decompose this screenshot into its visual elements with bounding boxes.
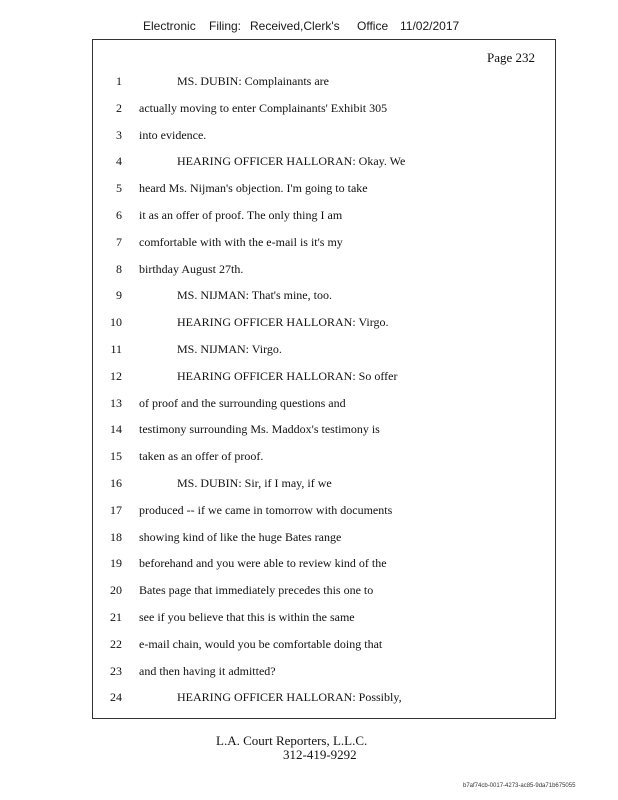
transcript-line <box>0 369 618 395</box>
line-text: MS. DUBIN: Sir, if I may, if we <box>177 476 332 490</box>
line-number: 17 <box>110 502 122 517</box>
line-number: 12 <box>110 368 122 383</box>
line-number: 21 <box>110 610 122 624</box>
line-number: 16 <box>110 476 122 490</box>
transcript-line <box>0 315 618 341</box>
line-number: 10 <box>110 315 122 330</box>
line-text: actually moving to enter Complainants' Exhibit 305 <box>139 100 388 115</box>
line-number: 3 <box>116 127 122 142</box>
transcript-line <box>0 128 618 154</box>
line-text: produced -- if we came in tomorrow with documents <box>139 502 393 517</box>
line-text: HEARING OFFICER HALLORAN: Virgo. <box>177 315 389 330</box>
line-number: 8 <box>116 261 122 276</box>
transcript-line <box>0 610 618 636</box>
line-number: 18 <box>110 529 122 544</box>
transcript-line <box>0 530 618 556</box>
line-text: see if you believe that this is within the same <box>139 610 355 624</box>
line-text: MS. NIJMAN: Virgo. <box>177 342 282 356</box>
line-text: and then having it admitted? <box>139 663 276 678</box>
line-text: Bates page that immediately precedes this one to <box>139 583 374 598</box>
line-text: into evidence. <box>139 127 207 142</box>
line-text: MS. NIJMAN: That's mine, too. <box>177 288 332 303</box>
line-number: 20 <box>110 583 122 598</box>
line-number: 14 <box>110 422 122 437</box>
filing-header <box>143 19 473 37</box>
transcript-line <box>0 101 618 127</box>
line-text: HEARING OFFICER HALLORAN: Okay. We <box>177 154 406 169</box>
line-text: heard Ms. Nijman's objection. I'm going to take <box>139 181 368 196</box>
transcript-line <box>0 637 618 663</box>
line-text: beforehand and you were able to review kind of the <box>139 556 387 571</box>
document-id: b7af74cb-0017-4273-ac85-9da71b675055 <box>463 783 576 789</box>
line-text: e-mail chain, would you be comfortable doing that <box>139 636 383 651</box>
line-number: 1 <box>116 74 122 88</box>
transcript-line <box>0 208 618 234</box>
filing-header-word: Office <box>357 19 389 33</box>
transcript-line <box>0 422 618 448</box>
filing-header-word: Received,Clerk's <box>250 19 340 33</box>
line-number: 22 <box>110 636 122 651</box>
line-text: birthday August 27th. <box>139 261 244 276</box>
line-text: showing kind of like the huge Bates range <box>139 529 342 544</box>
line-number: 7 <box>116 234 122 249</box>
line-number: 13 <box>110 395 122 410</box>
transcript-line <box>0 262 618 288</box>
transcript-line <box>0 342 618 368</box>
transcript-line <box>0 181 618 207</box>
line-text: testimony surrounding Ms. Maddox's testimony is <box>139 422 380 437</box>
line-text: comfortable with with the e-mail is it's my <box>139 234 343 249</box>
line-number: 19 <box>110 556 122 571</box>
line-number: 5 <box>116 181 122 196</box>
transcript-line <box>0 235 618 261</box>
page-number: Page 232 <box>487 50 536 65</box>
line-text: of proof and the surrounding questions and <box>139 395 346 410</box>
line-number: 15 <box>110 449 122 464</box>
reporter-phone: 312-419-9292 <box>283 747 357 762</box>
transcript-line <box>0 74 618 100</box>
line-text: it as an offer of proof. The only thing I am <box>139 208 343 222</box>
transcript-line <box>0 503 618 529</box>
line-text: MS. DUBIN: Complainants are <box>177 74 329 88</box>
transcript-line <box>0 583 618 609</box>
transcript-line <box>0 396 618 422</box>
transcript-line <box>0 664 618 690</box>
transcript-line <box>0 288 618 314</box>
transcript-line <box>0 556 618 582</box>
transcript-line <box>0 449 618 475</box>
line-text: HEARING OFFICER HALLORAN: So offer <box>177 368 398 383</box>
line-number: 23 <box>110 663 122 678</box>
line-text: taken as an offer of proof. <box>139 449 264 464</box>
line-text: HEARING OFFICER HALLORAN: Possibly, <box>177 690 402 705</box>
filing-date: 11/02/2017 <box>400 19 460 33</box>
transcript-line <box>0 690 618 716</box>
line-number: 6 <box>116 208 122 222</box>
line-number: 9 <box>116 288 122 303</box>
filing-header-word: Filing: <box>209 19 242 33</box>
transcript-line <box>0 476 618 502</box>
transcript-line <box>0 154 618 180</box>
filing-header-word: Electronic <box>143 19 196 33</box>
reporter-company: L.A. Court Reporters, L.L.C. <box>216 733 368 748</box>
line-number: 2 <box>116 100 122 115</box>
line-number: 4 <box>116 154 122 169</box>
line-number: 11 <box>110 342 122 356</box>
line-number: 24 <box>110 690 122 705</box>
